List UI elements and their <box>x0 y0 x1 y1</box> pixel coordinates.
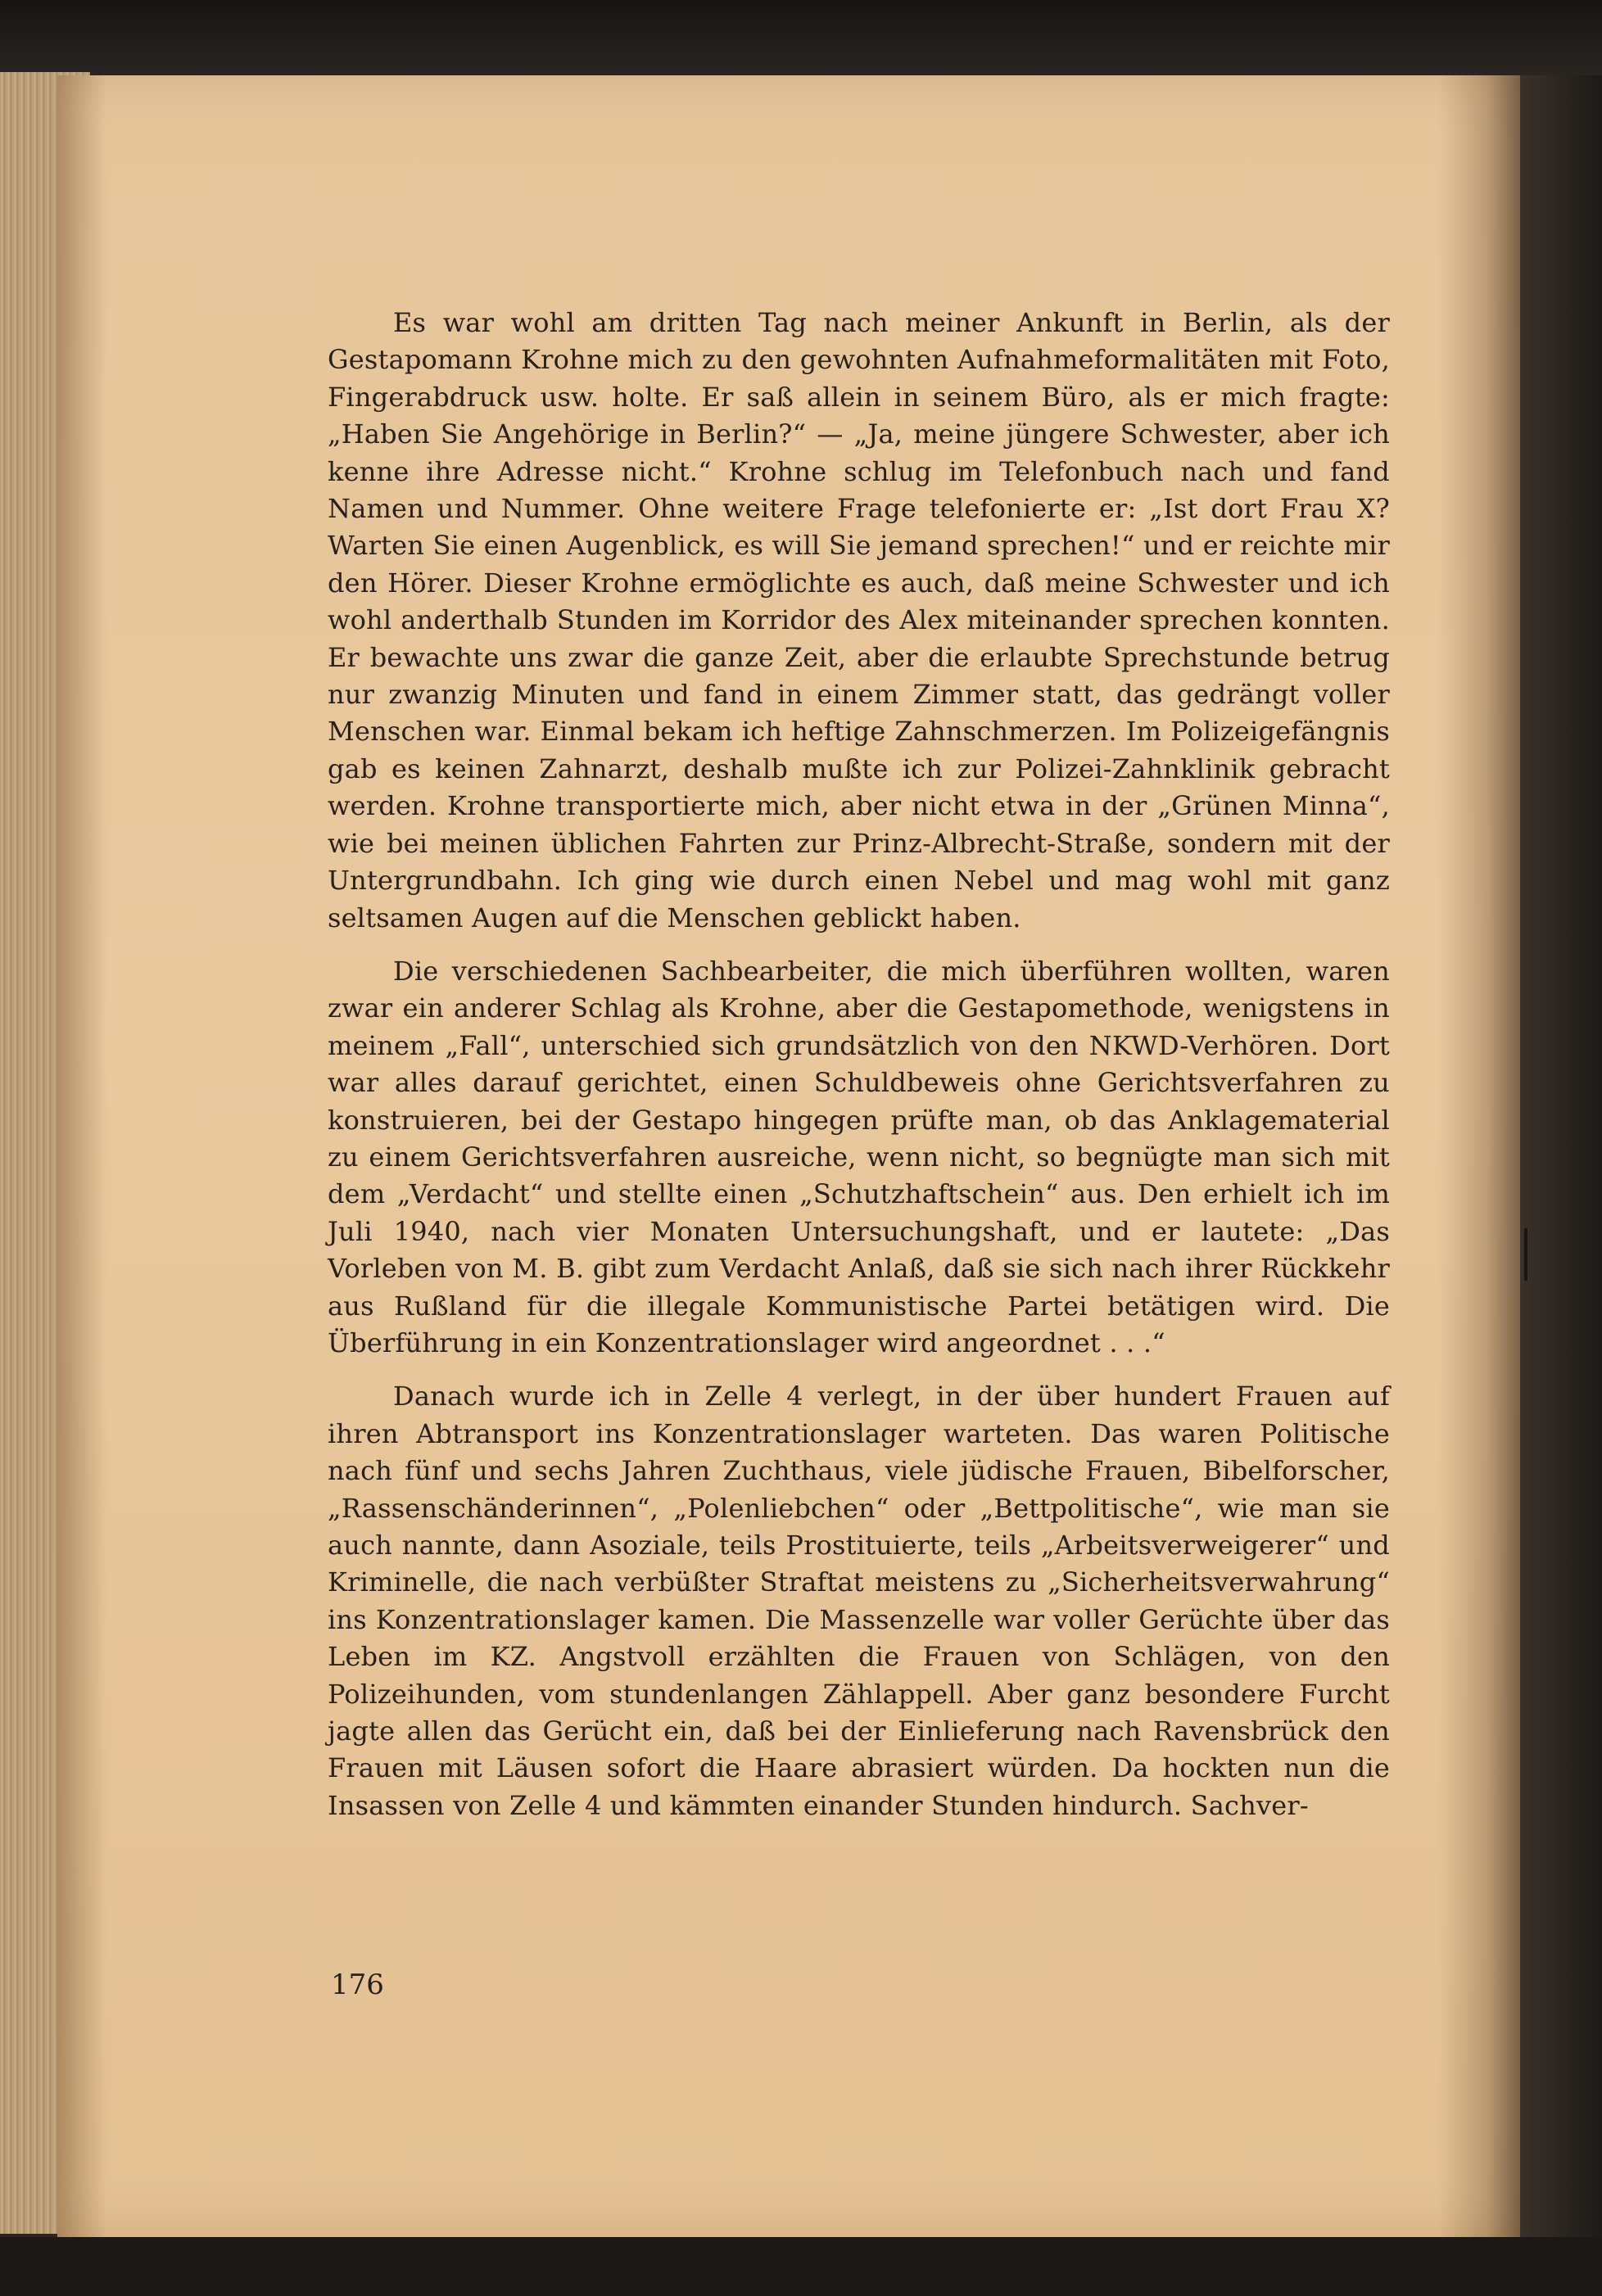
paragraph-1: Es war wohl am dritten Tag nach meiner Ankunft in Berlin, als der Gestapomann Krohne mich zu den gewohnten Aufnahmeformalitäten mit Foto, Fingerabdruck usw. holte. Er saß allein in seinem Büro, als er mich fragte: „Haben Sie Angehörige in Berlin?“ — „Ja, meine jüngere Schwester, aber ich kenne ihre Adresse nicht.“ Krohne schlug im Telefonbuch nach und fand Namen und Nummer. Ohne weitere Frage telefonierte er: „Ist dort Frau X? Warten Sie einen Augenblick, es will Sie jemand sprechen!“ und er reichte mir den Hörer. Dieser Krohne ermöglichte es auch, daß meine Schwester und ich wohl anderthalb Stunden im Korridor des Alex miteinander sprechen konnten. Er bewachte uns zwar die ganze Zeit, aber die erlaubte Sprechstunde betrug nur zwanzig Minuten und fand in einem Zimmer statt, das gedrängt voller Menschen war. Einmal bekam ich heftige Zahnschmerzen. Im Polizeigefängnis gab es keinen Zahnarzt, deshalb mußte ich zur Polizei-Zahnklinik gebracht werden. Krohne transportierte mich, aber nicht etwa in der „Grünen Minna“, wie bei meinen üblichen Fahrten zur Prinz-Albrecht-Straße, sondern mit der Untergrundbahn. Ich ging wie durch einen Nebel und mag wohl mit ganz seltsamen Augen auf die Menschen geblickt haben. <box>328 307 1390 933</box>
margin-mark <box>1524 1228 1527 1281</box>
page-edge-shadow <box>1438 75 1520 2237</box>
gutter-shadow <box>57 75 106 2237</box>
page-number: 176 <box>331 1968 384 2001</box>
body-text <box>328 305 1390 1841</box>
scanner-top-border <box>0 0 1602 75</box>
paragraph-3: Danach wurde ich in Zelle 4 verlegt, in der über hundert Frauen auf ihren Abtransport ins Konzentrationslager warteten. Das waren Politische nach fünf und sechs Jahren Zuchthaus, viele jüdische Frauen, Bibelforscher, „Rassenschänderinnen“, „Polenliebchen“ oder „Bettpolitische“, wie man sie auch nannte, dann Asoziale, teils Prostituierte, teils „Arbeitsverweigerer“ und Kriminelle, die nach verbüßter Straftat meistens zu „Sicherheitsverwahrung“ ins Konzentrationslager kamen. Die Massenzelle war voller Gerüchte über das Leben im KZ. Angstvoll erzählten die Frauen von Schlägen, von den Polizeihunden, vom stundenlangen Zählappell. Aber ganz besondere Furcht jagte allen das Gerücht ein, daß bei der Einlieferung nach Ravensbrück den Frauen mit Läusen sofort die Haare abrasiert würden. Da hockten nun die Insassen von Zelle 4 und kämmten einander Stunden hindurch. Sachver- <box>328 1381 1390 1821</box>
scanner-right-border <box>1520 75 1602 2237</box>
paragraph-2: Die verschiedenen Sachbearbeiter, die mich überführen wollten, waren zwar ein anderer Schlag als Krohne, aber die Gestapomethode, wenigstens in meinem „Fall“, unterschied sich grundsätzlich von den NKWD-Verhören. Dort war alles darauf gerichtet, einen Schuldbeweis ohne Gerichtsverfahren zu konstruieren, bei der Gestapo hingegen prüfte man, ob das Anklagematerial zu einem Gerichtsverfahren ausreiche, wenn nicht, so begnügte man sich mit dem „Verdacht“ und stellte einen „Schutzhaftschein“ aus. Den erhielt ich im Juli 1940, nach vier Monaten Untersuchungshaft, und er lautete: „Das Vorleben von M. B. gibt zum Verdacht Anlaß, daß sie sich nach ihrer Rückkehr aus Rußland für die illegale Kommunistische Partei betätigen wird. Die Überführung in ein Konzentrationslager wird angeordnet . . .“ <box>328 955 1390 1358</box>
scanner-bottom-border <box>0 2237 1602 2296</box>
